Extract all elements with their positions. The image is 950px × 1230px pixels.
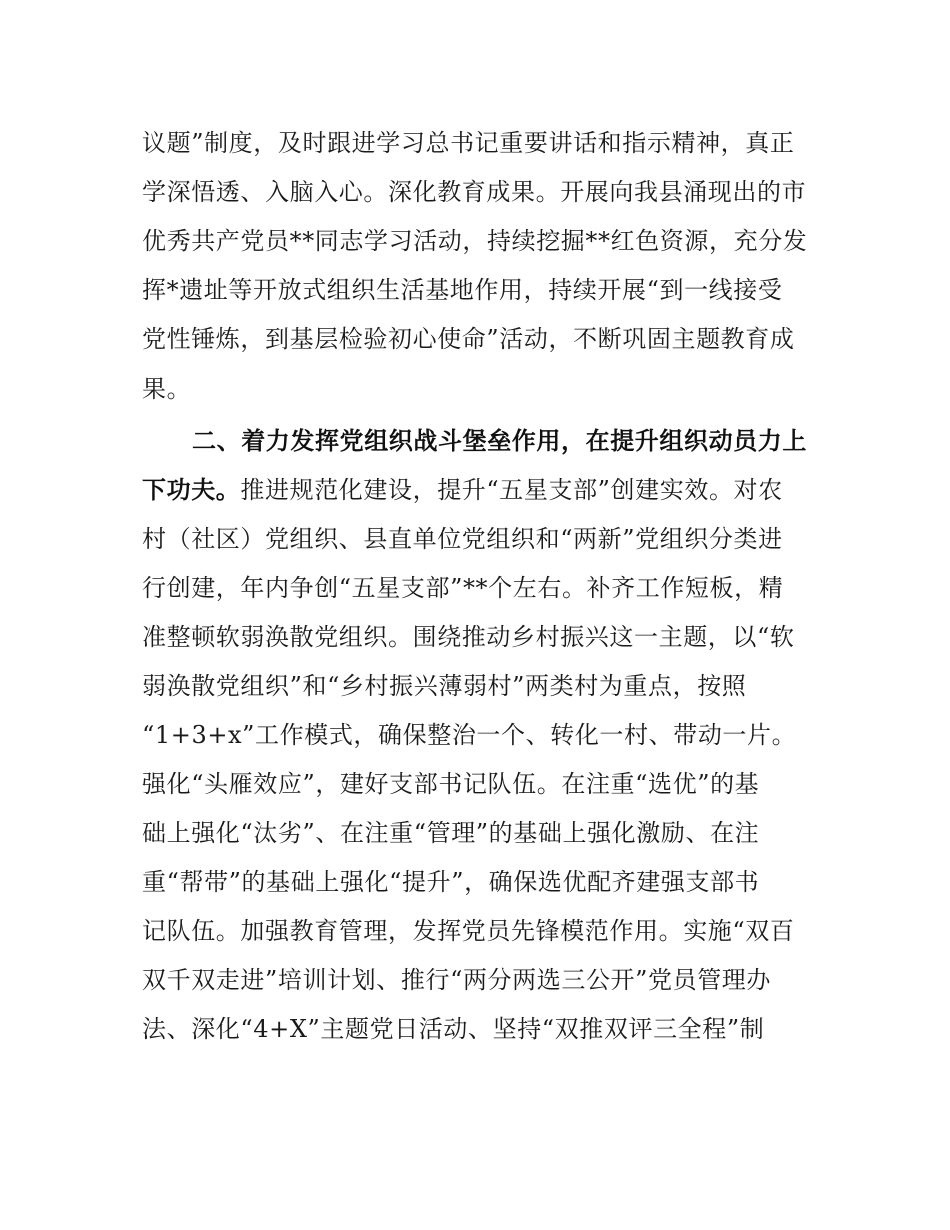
paragraph-2-line-7: 强化“头雁效应”，建好支部书记队伍。在注重“选优”的基 bbox=[142, 770, 760, 798]
paragraph-1-line-4: 挥*遗址等开放式组织生活基地作用，持续开展“到一线接受 bbox=[142, 276, 783, 304]
paragraph-2-line-3: 行创建，年内争创“五星支部”**个左右。补齐工作短板，精 bbox=[142, 574, 784, 602]
section-heading-continued: 下功夫。 bbox=[142, 476, 241, 504]
paragraph-2-line-2: 村（社区）党组织、县直单位党组织和“两新”党组织分类进 bbox=[142, 525, 783, 553]
paragraph-2-line-1-text: 推进规范化建设，提升“五星支部”创建实效。对农 bbox=[240, 476, 783, 504]
paragraph-1-line-2: 学深悟透、入脑入心。深化教育成果。开展向我县涌现出的市 bbox=[142, 178, 807, 206]
paragraph-1-line-3: 优秀共产党员**同志学习活动，持续挖掘**红色资源，充分发 bbox=[142, 227, 808, 255]
paragraph-2-line-11: 双千双走进”培训计划、推行“两分两选三公开”党员管理办 bbox=[142, 966, 772, 994]
paragraph-2-line-6: “1+3+x”工作模式，确保整治一个、转化一村、带动一片。 bbox=[142, 721, 797, 749]
paragraph-2-line-1 bbox=[142, 475, 783, 505]
paragraph-1-line-6: 果。 bbox=[142, 375, 192, 403]
paragraph-1-line-5: 党性锤炼，到基层检验初心使命”活动，不断巩固主题教育成 bbox=[142, 325, 795, 353]
paragraph-1-line-1: 议题”制度，及时跟进学习总书记重要讲话和指示精神，真正 bbox=[142, 129, 795, 157]
paragraph-2-line-5: 弱涣散党组织”和“乡村振兴薄弱村”两类村为重点，按照 bbox=[142, 672, 747, 700]
paragraph-2-line-8: 础上强化“汰劣”、在注重“管理”的基础上强化激励、在注 bbox=[142, 819, 760, 847]
paragraph-2-line-9: 重“帮带”的基础上强化“提升”，确保选优配齐建强支部书 bbox=[142, 868, 760, 896]
paragraph-2-line-12: 法、深化“4+X”主题党日活动、坚持“双推双评三全程”制 bbox=[142, 1015, 765, 1043]
section-heading: 二、着力发挥党组织战斗堡垒作用，在提升组织动员力上 bbox=[192, 427, 807, 455]
paragraph-2-line-4: 准整顿软弱涣散党组织。围绕推动乡村振兴这一主题，以“软 bbox=[142, 623, 795, 651]
paragraph-2-line-10: 记队伍。加强教育管理，发挥党员先锋模范作用。实施“双百 bbox=[142, 917, 795, 945]
